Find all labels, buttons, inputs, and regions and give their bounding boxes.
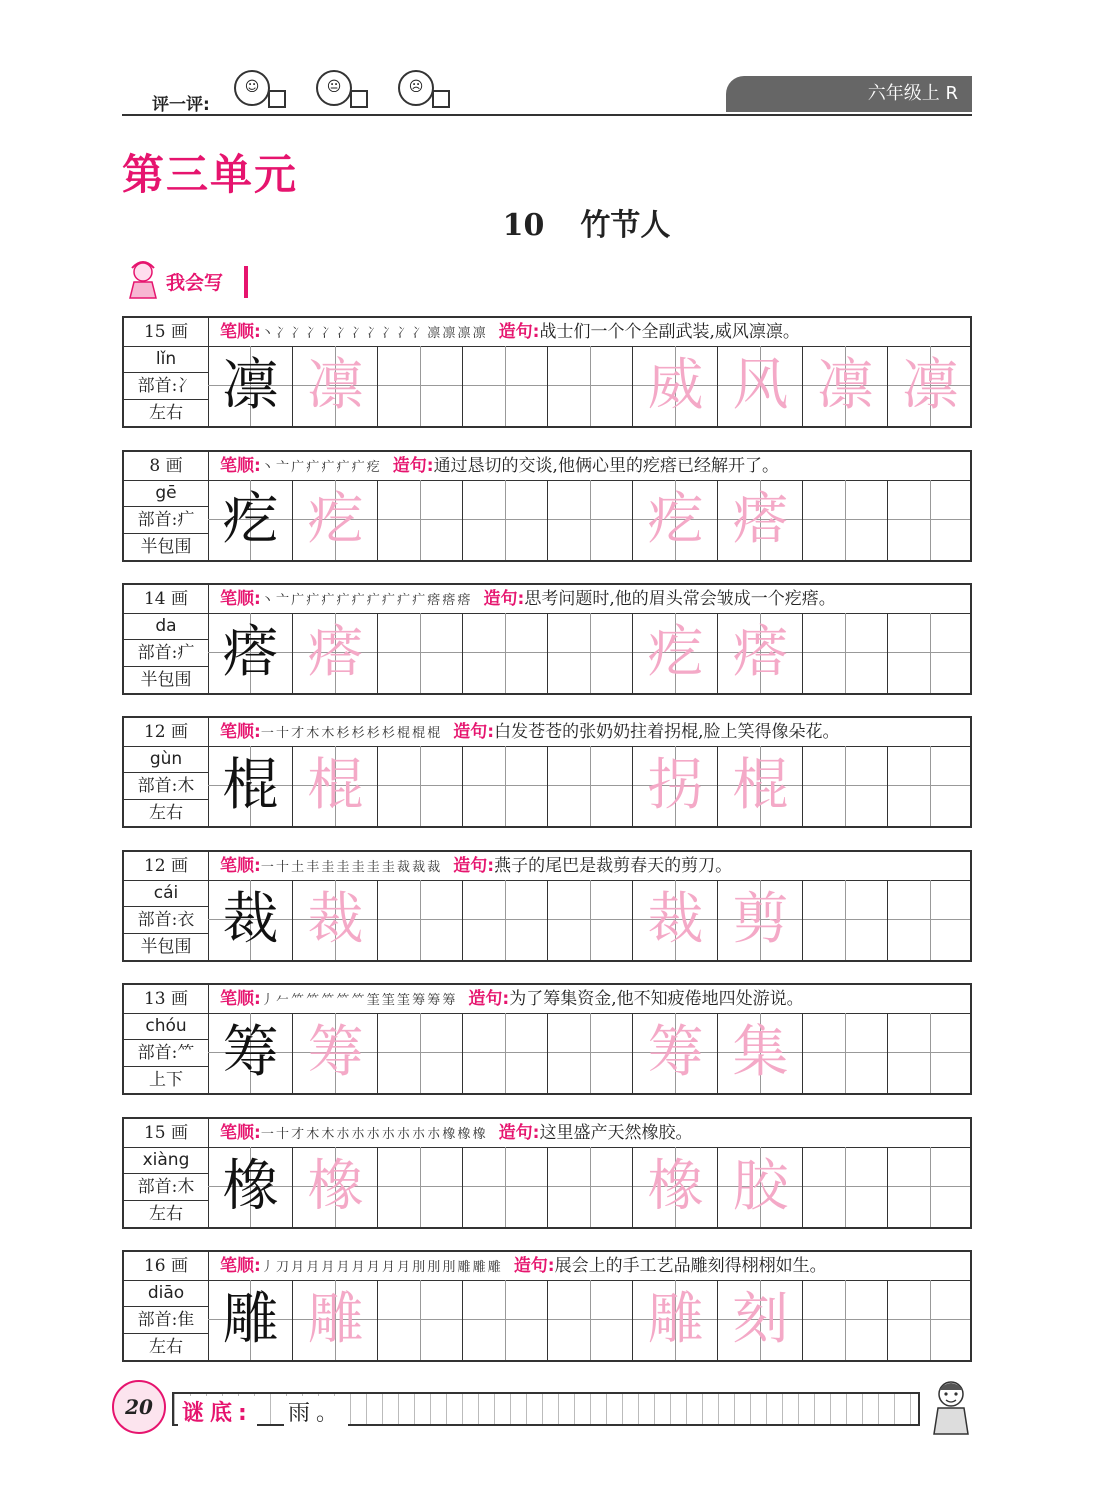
radical: 部首:冫 (124, 373, 208, 400)
model-char: 筹 (222, 1020, 279, 1085)
grid-cell[interactable] (803, 1013, 888, 1093)
radical: 部首:疒 (124, 507, 208, 534)
char-info (124, 346, 209, 426)
grid-cell (293, 480, 378, 560)
sentence-label: 造句: (483, 589, 525, 609)
sentence-label: 造句: (468, 989, 510, 1009)
grid-cell[interactable] (803, 1147, 888, 1227)
example-sentence: 战士们一个个全副武装,威风凛凛。 (539, 322, 800, 342)
pinyin: gē (124, 480, 208, 507)
sad-checkbox[interactable] (432, 90, 450, 108)
grid-cell[interactable] (803, 880, 888, 960)
smile-checkbox[interactable] (268, 90, 286, 108)
sentence-label: 造句: (513, 1256, 555, 1276)
grid-cell (208, 346, 293, 426)
word-char (548, 1013, 633, 1093)
word-char (888, 1280, 973, 1360)
riddle-answer-line[interactable] (172, 1392, 920, 1426)
trace-char: 雕 (307, 1287, 364, 1352)
stroke-order-label: 笔顺: (220, 1123, 261, 1143)
structure: 半包围 (140, 537, 192, 557)
grid-cell[interactable] (463, 746, 548, 826)
grid-cell[interactable] (463, 1280, 548, 1360)
girl-icon (126, 258, 160, 300)
stroke-order: 丶 亠 广 疒 疒 疒 疒 疒 疒 疒 疒 瘩 瘩 瘩 (260, 593, 470, 608)
stroke-order: 丶 亠 广 疒 疒 疒 疒 疙 (260, 460, 379, 475)
grid-cell[interactable] (718, 613, 803, 693)
lesson-title (0, 200, 1093, 244)
grid-cell[interactable] (888, 480, 970, 560)
word-char: 瘩 (732, 620, 789, 685)
stroke-order-label: 笔顺: (220, 589, 261, 609)
grid-cell[interactable] (803, 613, 888, 693)
word-char (378, 346, 463, 426)
radical: 部首:衣 (124, 907, 208, 934)
example-sentence: 思考问题时,他的眉头常会皱成一个疙瘩。 (524, 589, 836, 609)
char-info (124, 1280, 209, 1360)
word-char (378, 613, 463, 693)
block-header-row (124, 718, 970, 747)
stroke-order: 丿 𠂉 ⺮ ⺮ ⺮ ⺮ ⺮ 筀 筀 筀 筹 筹 筹 (260, 993, 455, 1008)
stroke-order-line (220, 718, 840, 746)
char-block (122, 450, 972, 562)
stroke-count: 13 画 (124, 985, 209, 1013)
grid-cell[interactable] (888, 746, 970, 826)
grid-cell[interactable] (803, 746, 888, 826)
grid-cell[interactable] (888, 1147, 970, 1227)
word-char (888, 1013, 973, 1093)
radical: 部首:⺮ (124, 1040, 208, 1067)
grid-cell (208, 613, 293, 693)
grid-cell (208, 1147, 293, 1227)
char-block (122, 1250, 972, 1362)
char-block (122, 850, 972, 962)
boy-icon (930, 1376, 972, 1436)
model-char: 裁 (222, 887, 279, 952)
grid-cell[interactable] (378, 1147, 463, 1227)
char-block (122, 1117, 972, 1229)
stroke-count: 12 画 (124, 852, 209, 880)
word-char (463, 880, 548, 960)
grid-cell (208, 880, 293, 960)
rate-label: 评一评: (152, 95, 210, 115)
model-char: 疙 (222, 487, 279, 552)
grid-cell[interactable] (633, 746, 718, 826)
grid-cell (293, 746, 378, 826)
grid-cell[interactable] (463, 880, 548, 960)
grid-cell[interactable] (718, 746, 803, 826)
block-header-row (124, 1119, 970, 1148)
char-block (122, 583, 972, 695)
stroke-order-label: 笔顺: (220, 456, 261, 476)
riddle-label: 谜底: (178, 1396, 257, 1427)
trace-char: 凛 (307, 353, 364, 418)
stroke-order: 一 十 才 木 木 杉 杉 杉 杉 棍 棍 棍 (260, 726, 440, 741)
char-block (122, 983, 972, 1095)
structure: 左右 (149, 803, 183, 823)
writing-grid (208, 746, 970, 826)
word-char (378, 880, 463, 960)
word-char (463, 480, 548, 560)
grid-cell[interactable] (633, 346, 718, 426)
grid-cell[interactable] (633, 480, 718, 560)
word-char (463, 1147, 548, 1227)
char-info (124, 613, 209, 693)
grid-cell[interactable] (463, 480, 548, 560)
grade-tab: 六年级上 R (726, 76, 972, 112)
word-char (378, 1147, 463, 1227)
writing-grid (208, 613, 970, 693)
word-char (463, 613, 548, 693)
word-char: 风 (732, 353, 789, 418)
word-char: 瘩 (732, 487, 789, 552)
word-char (803, 480, 888, 560)
char-info (124, 880, 209, 960)
grid-cell[interactable] (463, 1147, 548, 1227)
structure: 半包围 (140, 937, 192, 957)
neutral-face-icon: 😐 (316, 70, 352, 106)
block-header-row (124, 452, 970, 481)
stroke-count: 16 画 (124, 1252, 209, 1280)
stroke-count: 14 画 (124, 585, 209, 613)
writing-grid (208, 480, 970, 560)
example-sentence: 为了筹集资金,他不知疲倦地四处游说。 (509, 989, 804, 1009)
trace-char: 疙 (307, 487, 364, 552)
stroke-order: 丶 冫 冫 冫 冫 冫 冫 冫 冫 冫 冫 凛 凛 凛 凛 (260, 326, 485, 341)
radical: 部首:疒 (124, 640, 208, 667)
word-char: 棍 (732, 753, 789, 818)
pinyin: cái (124, 880, 208, 907)
pinyin: lǐn (124, 346, 208, 373)
stroke-order-label: 笔顺: (220, 722, 261, 742)
word-char: 剪 (732, 887, 789, 952)
writing-grid (208, 346, 970, 426)
grid-cell[interactable] (633, 1013, 718, 1093)
grid-cell[interactable] (378, 1013, 463, 1093)
word-char (888, 746, 973, 826)
trace-char: 筹 (307, 1020, 364, 1085)
char-info (124, 1013, 209, 1093)
grid-cell (208, 1280, 293, 1360)
char-block (122, 316, 972, 428)
char-info (124, 480, 209, 560)
block-header-row (124, 585, 970, 614)
word-char (888, 480, 973, 560)
grid-cell[interactable] (378, 880, 463, 960)
sad-face-icon: ☹ (398, 70, 434, 106)
stroke-order-label: 笔顺: (220, 856, 261, 876)
grid-cell (293, 1280, 378, 1360)
grid-cell[interactable] (463, 1013, 548, 1093)
writing-grid (208, 1147, 970, 1227)
lesson-number: 10 (502, 208, 545, 243)
grid-cell[interactable] (633, 1147, 718, 1227)
word-char (463, 1280, 548, 1360)
grid-cell[interactable] (888, 880, 970, 960)
writing-grid (208, 880, 970, 960)
grid-cell[interactable] (718, 1147, 803, 1227)
word-char (463, 346, 548, 426)
sentence-label: 造句: (453, 722, 495, 742)
word-char (803, 613, 888, 693)
grid-cell[interactable] (633, 880, 718, 960)
grid-cell[interactable] (633, 1280, 718, 1360)
word-char (548, 480, 633, 560)
trace-char: 棍 (307, 753, 364, 818)
pinyin: da (124, 613, 208, 640)
stroke-order: 一 十 土 丰 圭 圭 圭 圭 圭 裁 裁 裁 (260, 860, 440, 875)
smile-face-icon: ☺ (234, 70, 270, 106)
model-char: 雕 (222, 1287, 279, 1352)
grid-cell[interactable] (548, 1147, 633, 1227)
stroke-count: 8 画 (124, 452, 209, 480)
word-char: 凛 (817, 353, 874, 418)
grid-cell[interactable] (463, 346, 548, 426)
word-char: 威 (647, 353, 704, 418)
sentence-label: 造句: (392, 456, 434, 476)
page-number: 20 (112, 1380, 166, 1434)
stroke-order-label: 笔顺: (220, 1256, 261, 1276)
word-char: 裁 (647, 887, 704, 952)
example-sentence: 通过恳切的交谈,他俩心里的疙瘩已经解开了。 (433, 456, 779, 476)
char-info (124, 1147, 209, 1227)
radical: 部首:隹 (124, 1307, 208, 1334)
block-header-row (124, 852, 970, 881)
radical: 部首:木 (124, 773, 208, 800)
stroke-order: 丿 刀 月 月 月 月 月 月 月 月 刖 刖 刖 雕 雕 雕 (260, 1260, 500, 1275)
grid-cell[interactable] (548, 346, 633, 426)
model-char: 瘩 (222, 620, 279, 685)
grid-cell (293, 880, 378, 960)
structure: 左右 (149, 1204, 183, 1224)
word-char: 雕 (647, 1287, 704, 1352)
grid-cell[interactable] (718, 880, 803, 960)
stroke-order-line (220, 1119, 692, 1147)
block-header-row (124, 1252, 970, 1281)
stroke-count: 15 画 (124, 318, 209, 346)
grid-cell[interactable] (548, 1013, 633, 1093)
radical: 部首:木 (124, 1174, 208, 1201)
word-char (803, 1147, 888, 1227)
stroke-order: 一 十 才 木 木 朩 朩 朩 朩 朩 朩 朩 橡 橡 橡 (260, 1127, 485, 1142)
stroke-count: 12 画 (124, 718, 209, 746)
pinyin: diāo (124, 1280, 208, 1307)
grid-cell (293, 346, 378, 426)
grid-cell[interactable] (888, 1280, 970, 1360)
section-label: 我会写 (166, 272, 224, 294)
char-info (124, 746, 209, 826)
grid-cell[interactable] (548, 880, 633, 960)
model-char: 凛 (222, 353, 279, 418)
section-bar (244, 266, 248, 298)
stroke-order-line (220, 985, 804, 1013)
word-char: 集 (732, 1020, 789, 1085)
word-char: 橡 (647, 1154, 704, 1219)
model-char: 棍 (222, 753, 279, 818)
pinyin: gùn (124, 746, 208, 773)
block-header-row (124, 985, 970, 1014)
stroke-order-line (220, 452, 779, 480)
sentence-label: 造句: (498, 322, 540, 342)
word-char (888, 880, 973, 960)
page-header (122, 62, 972, 116)
stroke-order-label: 笔顺: (220, 989, 261, 1009)
example-sentence: 白发苍苍的张奶奶拄着拐棍,脸上笑得像朵花。 (494, 722, 840, 742)
word-char (803, 1013, 888, 1093)
grid-cell (293, 613, 378, 693)
structure: 左右 (149, 403, 183, 423)
pinyin: xiàng (124, 1147, 208, 1174)
word-char (548, 880, 633, 960)
word-char: 刻 (732, 1287, 789, 1352)
word-char (888, 613, 973, 693)
grid-cell (208, 746, 293, 826)
riddle-answer: 雨。 (284, 1396, 348, 1427)
grid-cell[interactable] (548, 746, 633, 826)
stroke-order-label: 笔顺: (220, 322, 261, 342)
word-char (463, 746, 548, 826)
word-char: 胶 (732, 1154, 789, 1219)
grid-cell[interactable] (548, 480, 633, 560)
trace-char: 瘩 (307, 620, 364, 685)
char-block (122, 716, 972, 828)
grid-cell[interactable] (803, 480, 888, 560)
word-char (378, 1280, 463, 1360)
stroke-order-line (220, 318, 800, 346)
grid-cell[interactable] (718, 1013, 803, 1093)
structure: 上下 (149, 1070, 183, 1090)
page-footer (112, 1376, 972, 1440)
word-char: 凛 (902, 353, 959, 418)
block-header-row (124, 318, 970, 347)
grid-cell[interactable] (633, 613, 718, 693)
stroke-order-line (220, 585, 836, 613)
word-char (548, 613, 633, 693)
grid-cell (208, 1013, 293, 1093)
word-char (803, 1280, 888, 1360)
grid-cell[interactable] (378, 746, 463, 826)
unit-title: 第三单元 (122, 150, 299, 199)
sentence-label: 造句: (498, 1123, 540, 1143)
example-sentence: 燕子的尾巴是裁剪春天的剪刀。 (494, 856, 733, 876)
grid-cell[interactable] (718, 480, 803, 560)
word-char (548, 1280, 633, 1360)
word-char: 拐 (647, 753, 704, 818)
pinyin: chóu (124, 1013, 208, 1040)
grid-cell[interactable] (463, 613, 548, 693)
grid-cell[interactable] (803, 346, 888, 426)
grid-cell[interactable] (888, 346, 970, 426)
grid-cell[interactable] (548, 613, 633, 693)
word-char (803, 880, 888, 960)
grid-cell[interactable] (548, 1280, 633, 1360)
word-char (548, 346, 633, 426)
stroke-order-line (220, 1252, 827, 1280)
word-char (378, 480, 463, 560)
stroke-count: 15 画 (124, 1119, 209, 1147)
word-char: 疙 (647, 487, 704, 552)
word-char: 疙 (647, 620, 704, 685)
grid-cell[interactable] (378, 480, 463, 560)
grid-cell (293, 1013, 378, 1093)
word-char (888, 1147, 973, 1227)
example-sentence: 这里盛产天然橡胶。 (539, 1123, 693, 1143)
word-char (548, 746, 633, 826)
grid-cell[interactable] (378, 613, 463, 693)
trace-char: 橡 (307, 1154, 364, 1219)
structure: 左右 (149, 1337, 183, 1357)
grid-cell[interactable] (378, 346, 463, 426)
grid-cell[interactable] (803, 1280, 888, 1360)
word-char (803, 746, 888, 826)
stroke-order-line (220, 852, 732, 880)
word-char (463, 1013, 548, 1093)
grid-cell (293, 1147, 378, 1227)
neutral-checkbox[interactable] (350, 90, 368, 108)
trace-char: 裁 (307, 887, 364, 952)
grid-cell[interactable] (888, 613, 970, 693)
word-char (378, 1013, 463, 1093)
grid-cell[interactable] (718, 346, 803, 426)
model-char: 橡 (222, 1154, 279, 1219)
word-char (548, 1147, 633, 1227)
lesson-name: 竹节人 (580, 208, 671, 243)
writing-grid (208, 1013, 970, 1093)
grid-cell[interactable] (378, 1280, 463, 1360)
example-sentence: 展会上的手工艺品雕刻得栩栩如生。 (554, 1256, 827, 1276)
word-char (378, 746, 463, 826)
structure: 半包围 (140, 670, 192, 690)
word-char: 筹 (647, 1020, 704, 1085)
writing-grid (208, 1280, 970, 1360)
grid-cell[interactable] (718, 1280, 803, 1360)
section-header (122, 258, 262, 302)
grid-cell[interactable] (888, 1013, 970, 1093)
sentence-label: 造句: (453, 856, 495, 876)
grid-cell (208, 480, 293, 560)
